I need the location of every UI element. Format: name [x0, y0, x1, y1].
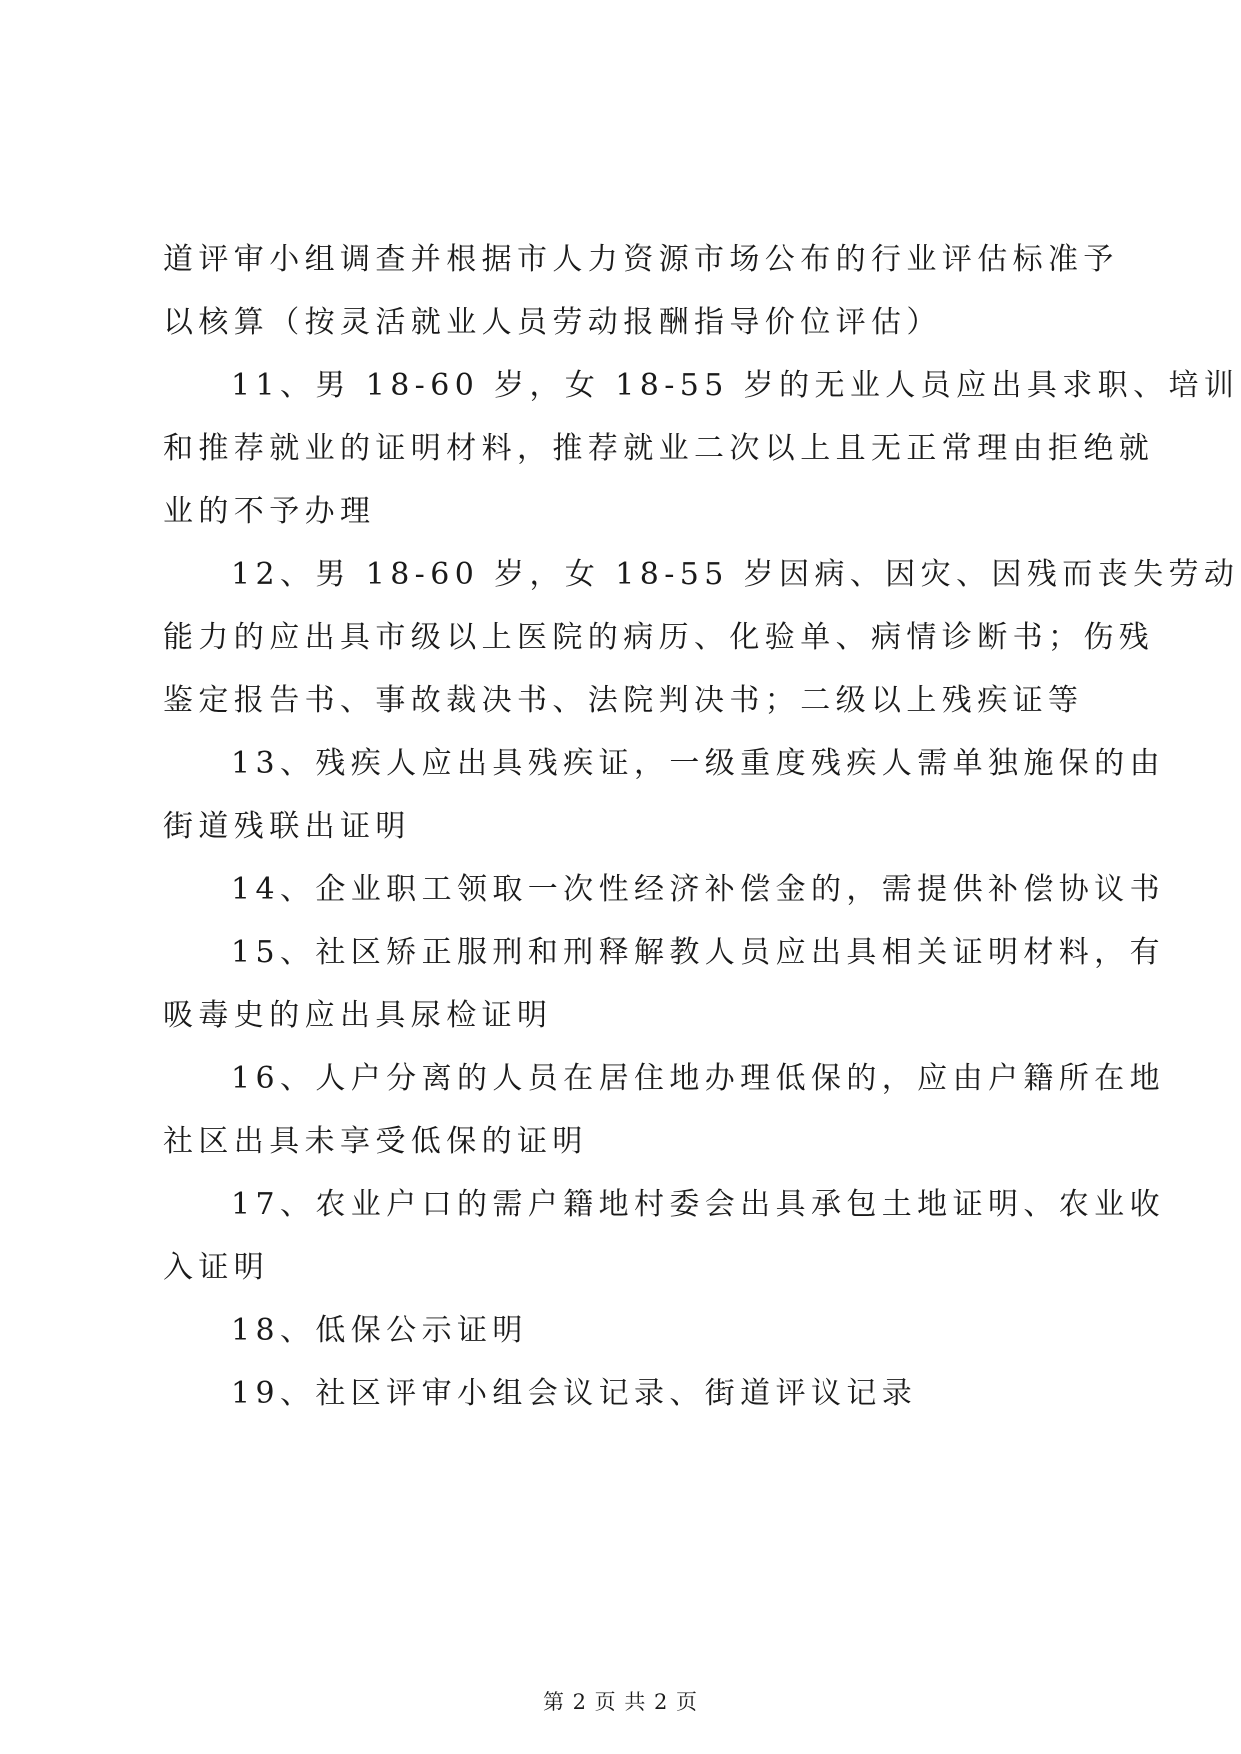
text-line: 16、人户分离的人员在居住地办理低保的，应由户籍所在地: [231, 1061, 1165, 1096]
paragraph-item-15: [163, 921, 1165, 1047]
text-line: 13、残疾人应出具残疾证，一级重度残疾人需单独施保的由: [231, 746, 1165, 781]
text-line: 社区出具未享受低保的证明: [163, 1124, 588, 1159]
text-line: 18、低保公示证明: [231, 1313, 528, 1348]
paragraph-item-14: [163, 858, 1165, 921]
text-line: 道评审小组调查并根据市人力资源市场公布的行业评估标准予: [163, 242, 1119, 277]
text-line: 业的不予办理: [163, 494, 376, 529]
text-line: 14、企业职工领取一次性经济补偿金的，需提供补偿协议书: [231, 872, 1165, 907]
text-line: 吸毒史的应出具尿检证明: [163, 998, 553, 1033]
text-line: 17、农业户口的需户籍地村委会出具承包土地证明、农业收: [231, 1187, 1165, 1222]
page-number-footer: 第 2 页 共 2 页: [542, 1690, 699, 1714]
text-line: 12、男 18-60 岁，女 18-55 岁因病、因灾、因残而丧失劳动: [231, 557, 1240, 592]
document-body: [163, 228, 1240, 1425]
text-line: 鉴定报告书、事故裁决书、法院判决书；二级以上残疾证等: [163, 683, 1084, 718]
text-line: 15、社区矫正服刑和刑释解教人员应出具相关证明材料，有: [231, 935, 1165, 970]
text-line: 以核算（按灵活就业人员劳动报酬指导价位评估）: [163, 305, 942, 340]
paragraph-item-16: [163, 1047, 1165, 1173]
text-line: 街道残联出证明: [163, 809, 411, 844]
paragraph-item-11: [163, 354, 1240, 543]
text-line: 入证明: [163, 1250, 270, 1285]
text-line: 能力的应出具市级以上医院的病历、化验单、病情诊断书；伤残: [163, 620, 1155, 655]
paragraph-item-19: [163, 1362, 1083, 1425]
paragraph-item-17: [163, 1173, 1165, 1299]
paragraph-item-18: [163, 1299, 1083, 1362]
paragraph-item-13: [163, 732, 1165, 858]
text-line: 和推荐就业的证明材料，推荐就业二次以上且无正常理由拒绝就: [163, 431, 1155, 466]
paragraph-item-12: [163, 543, 1240, 732]
text-line: 11、男 18-60 岁，女 18-55 岁的无业人员应出具求职、培训: [231, 368, 1240, 403]
text-line: 19、社区评审小组会议记录、街道评议记录: [231, 1376, 918, 1411]
paragraph-continuation: [163, 228, 1119, 354]
